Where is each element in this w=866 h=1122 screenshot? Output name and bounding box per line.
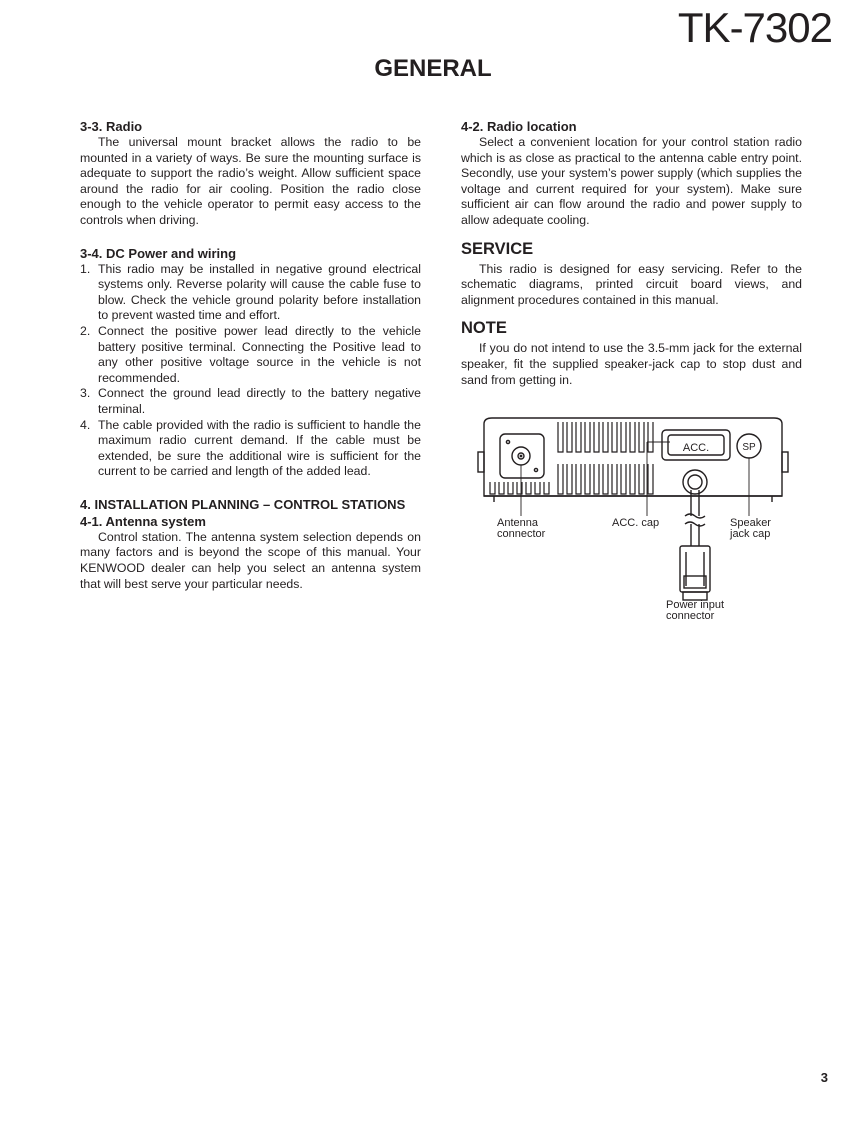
heading-3-4: 3-4. DC Power and wiring (80, 245, 237, 261)
left-column (80, 118, 421, 592)
dc-power-list (80, 262, 421, 480)
paragraph-4-1: Control station. The antenna system selection depends on many factors and is beyond the scope of this manual. Your KENWOOD dealer can help you select an antenna system that will best serve your particular needs. (80, 529, 421, 591)
radio-rear-panel-diagram (470, 412, 800, 627)
model-title: TK-7302 (677, 4, 832, 51)
list-item: 3. Connect the ground lead directly to the battery negative terminal. (80, 386, 421, 416)
paragraph-3-3: The universal mount bracket allows the radio to be mounted in a variety of ways. Be sure the mounting surface is adequate to support the radio’s weight. Allow sufficient space around the radio for air cooling. Position the radio close enough to the vehicle operator to permit easy access to the controls when driving. (80, 135, 421, 227)
list-item: 4. The cable provided with the radio is sufficient to handle the maximum radio current demand. If the cable must be extended, be sure the additional wire is sufficient for the current to be carried and length of the added lead. (80, 417, 421, 479)
heading-3-3: 3-3. Radio (80, 119, 143, 134)
acc-cap-text: ACC. (682, 442, 710, 454)
heading-4: 4. INSTALLATION PLANNING – CONTROL STATIONS (80, 496, 406, 512)
page-number: 3 (820, 1070, 828, 1085)
heading-note: NOTE (461, 319, 507, 338)
paragraph-note: If you do not intend to use the 3.5-mm jack for the external speaker, fit the supplied speaker-jack cap to stop dust and sand from getting in. (461, 341, 802, 387)
heading-4-2: 4-2. Radio location (461, 119, 577, 134)
paragraph-service: This radio is designed for easy servicing. Refer to the schematic diagrams, printed circuit board views, and alignment procedures contained in this manual. (461, 261, 802, 307)
section-title: GENERAL (374, 55, 492, 82)
heading-service: SERVICE (461, 239, 534, 258)
power-input-connector-label: Power input connector (666, 599, 725, 622)
sp-cap-text: SP (742, 442, 756, 453)
paragraph-4-2: Select a convenient location for your control station radio which is as close as practical to the antenna cable entry point. Secondly, use your system’s power supply (which supplies the voltage and current required for your system). Make sure sufficient air can flow around the radio and power supply to allow adequate cooling. (461, 135, 802, 227)
antenna-connector-label: Antenna connector (497, 517, 546, 540)
acc-cap-label: ACC. cap (612, 517, 660, 529)
list-item: 1. This radio may be installed in negative ground electrical systems only. Reverse polarity will cause the cable fuse to blow. Check the vehicle ground polarity before installation to prevent wasted time and effort. (80, 261, 421, 323)
heading-4-1: 4-1. Antenna system (80, 513, 206, 529)
list-item: 2. Connect the positive power lead directly to the vehicle battery positive terminal. Connecting the Positive lead to any other positive voltage source in the vehicle is not recommended. (80, 323, 421, 385)
speaker-jack-cap-label: Speaker jack cap (730, 517, 771, 540)
right-column (461, 118, 802, 388)
